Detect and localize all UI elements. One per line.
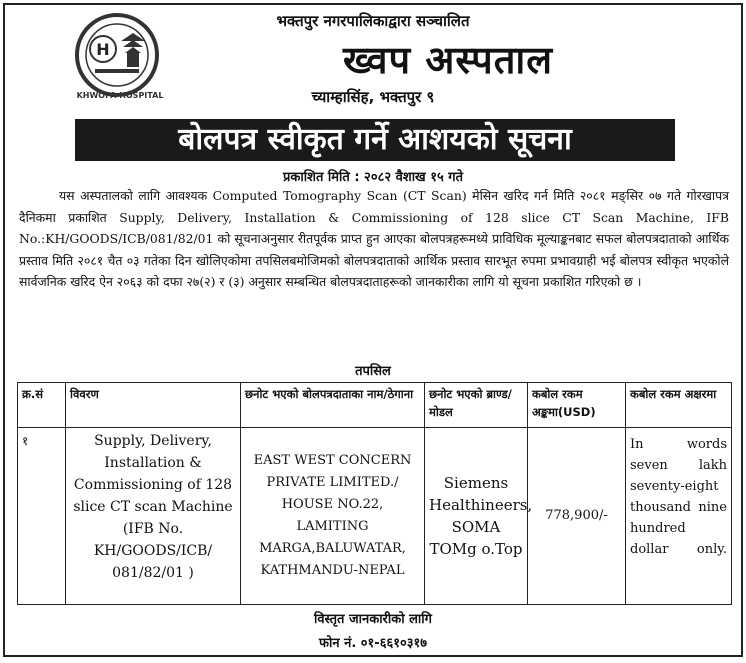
cell-amount-figures: 778,900/-	[528, 428, 626, 605]
notice-body: यस अस्पतालको लागि आवश्यक Computed Tomography Scan (CT Scan) मेसिन खरिद गर्न मिति २०८१ मङ्सिर ०७ गते गोरखापत्र दैनिकमा प्रकाशित Supply, Delivery, Installation & Commissioning of 128 slice CT Scan Machine, IFB No.:KH/GOODS/ICB/081/82/01 को सूचनाअनुसार रीतपूर्वक प्राप्त हुन आएका बोलपत्रहरूमध्ये प्राविधिक मूल्याङ्कनबाट सफल बोलपत्रदाताको आर्थिक प्रस्ताव मिति २०८१ चैत ०३ गतेका दिन खोलिएकोमा तपसिलबमोजिमको बोलपत्रदाताको आर्थिक प्रस्ताव सारभूत रुपमा प्रभावग्राही भई बोलपत्र स्वीकृत भएकोले सार्वजनिक खरिद ऐन २०६३ को दफा २७(२) र (३) अनुसार सम्बन्धित बोलपत्रदाताहरूको जानकारीका लागि यो सूचना प्रकाशित गरिएको छ ।	[19, 188, 729, 289]
header-amount-words: कबोल रकम अक्षरमा	[626, 383, 732, 428]
header-amount-figures: कबोल रकम अङ्कमा(USD)	[528, 383, 626, 428]
notice-title-banner: बोलपत्र स्वीकृत गर्ने आशयको सूचना	[75, 119, 675, 161]
cell-sn: १	[18, 428, 66, 605]
managed-by-text: भक्तपुर नगरपालिकाद्वारा सञ्चालित	[276, 12, 470, 30]
logo-letter: H	[96, 40, 110, 59]
header-bidder: छनोट भएको बोलपत्रदाताका नाम/ठेगाना	[241, 383, 425, 428]
table-header-row	[18, 383, 732, 428]
tapsil-heading: तपसिल	[355, 364, 391, 379]
footer-phone: फोन नं. ०१-६६१०३१७	[318, 636, 428, 651]
cell-amount-words: In words seven lakh seventy-eight thousand nine hundred dollar only.	[626, 428, 732, 605]
published-date: प्रकाशित मिति : २०८२ वैशाख १५ गते	[283, 170, 463, 185]
footer-info-label: विस्तृत जानकारीको लागि	[313, 612, 432, 627]
header	[5, 5, 741, 117]
header-brand: छनोट भएको ब्राण्ड/मोडल	[425, 383, 528, 428]
cell-brand: Siemens Healthineers, SOMA TOMg o.Top	[425, 428, 528, 605]
hospital-address: च्याम्हासिंह, भक्तपुर ९	[311, 88, 435, 106]
award-table	[17, 382, 732, 605]
notice-page	[3, 3, 743, 657]
header-description: विवरण	[66, 383, 241, 428]
table-row	[18, 428, 732, 605]
hospital-name: ख्वप अस्पताल	[343, 38, 553, 82]
logo-caption: KHWOPA HOSPITAL	[76, 91, 164, 100]
cell-description: Supply, Delivery, Installation & Commissioning of 128 slice CT scan Machine (IFB No. KH/GOODS/ICB/ 081/82/01 )	[66, 428, 241, 605]
header-sn: क्र.सं	[18, 383, 66, 428]
cell-bidder: EAST WEST CONCERN PRIVATE LIMITED./ HOUSE NO.22, LAMITING MARGA,BALUWATAR, KATHMANDU-NEPAL	[241, 428, 425, 605]
